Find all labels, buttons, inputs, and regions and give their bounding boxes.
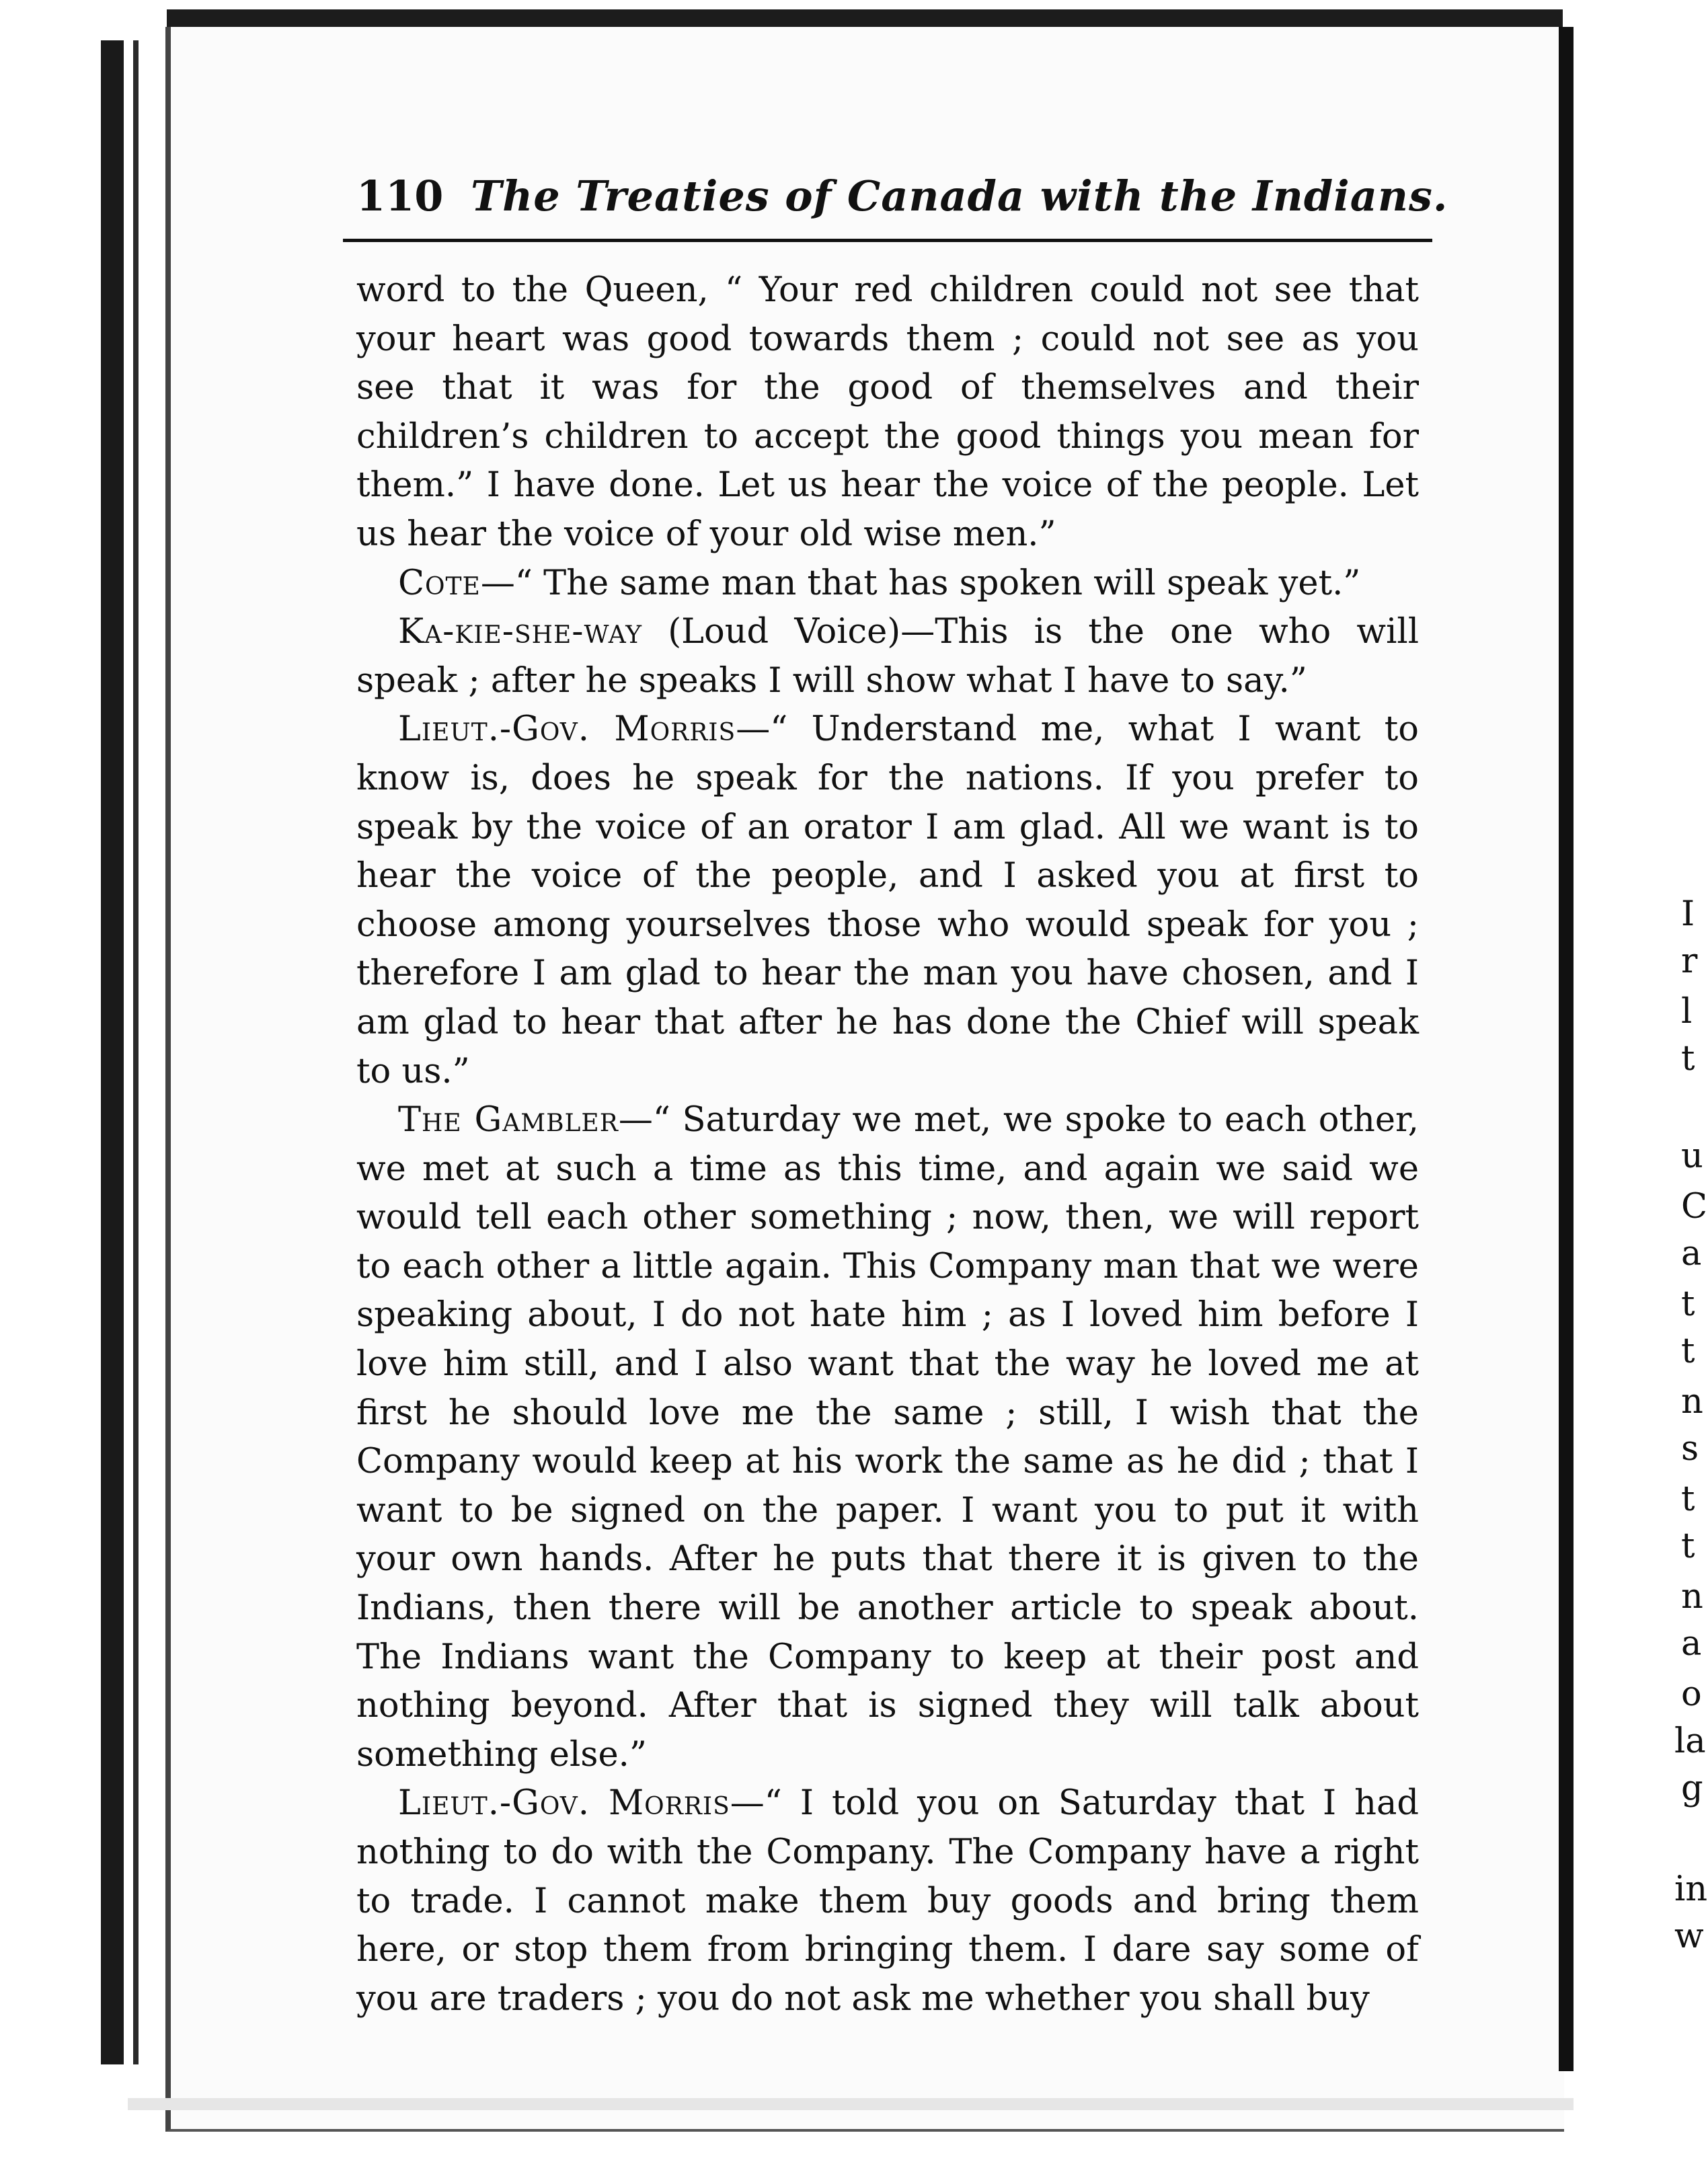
facing-page-letter: o — [1681, 1674, 1702, 1714]
paragraph-text: —“ Saturday we met, we spoke to each other, we met at such a time as this time, and again we said we would tell each other something ; now, then, we will report to each other a little again. This Company man that we were speaking about, I do not hate him ; as I loved him before I love him still, and I also want that the way he loved me at first he should love me the same ; still, I wish that the Company would keep at his work the same as he did ; that I want to be signed on the paper. I want you to put it with your own hands. After he puts that there it is given to the Indians, then there will be another article to speak about. The Indians want the Company to keep at their post and nothing beyond. After that is signed they will talk about something else.” — [356, 1100, 1420, 1775]
facing-page-letter: n — [1681, 1577, 1703, 1617]
book-spine-edge — [101, 40, 124, 2064]
running-head: The Treaties of Canada with the Indians. — [471, 171, 1448, 221]
facing-page-letter: t — [1681, 1039, 1695, 1079]
paragraph-text: —“ Understand me, what I want to know is, does he speak for the nations. If you prefer to speak by the voice of an orator I am glad. All we want is to hear the voice of the people, and I asked you at first to choose among yourselves those who would speak for you ; therefore I am glad to hear the man you have chosen, and I am glad to hear that after he has done the Chief will speak to us.” — [356, 709, 1419, 1091]
paragraph-text: word to the Queen, “ Your red children could not see that your heart was good towards them ; could not see as you see that it was for the good of themselves and their children’s children to accept the good things you mean for them.” I have done. Let us hear the voice of the people. Let us hear the voice of your old wise men.” — [356, 270, 1419, 554]
facing-page-letter: I — [1681, 894, 1695, 934]
paragraph-text: —“ I told you on Saturday that I had nothing to do with the Company. The Company have a right to trade. I cannot make them buy goods and bring them here, or stop them from bringing them. I dare say some of you are traders ; you do not ask me whether you shall buy — [356, 1783, 1419, 2019]
speaker-name: Cote — [398, 563, 481, 603]
paragraph — [356, 705, 1419, 1096]
page-bottom-edge — [128, 2098, 1574, 2110]
book-top-edge — [167, 9, 1563, 28]
book-page — [343, 151, 1448, 2023]
facing-page-letter: a — [1681, 1624, 1702, 1664]
speaker-name: Lieut.-Gov. Morris — [398, 709, 736, 750]
book-gutter — [1559, 27, 1574, 2071]
paragraph — [356, 266, 1419, 559]
facing-page-letter: t — [1681, 1331, 1695, 1371]
paragraph — [356, 608, 1419, 705]
body-text — [343, 266, 1432, 2023]
facing-page-letter: l — [1681, 992, 1693, 1032]
speaker-name: The Gambler — [398, 1100, 619, 1140]
page-number: 110 — [356, 171, 444, 221]
paragraph — [356, 1779, 1419, 2023]
speaker-name: Lieut.-Gov. Morris — [398, 1783, 730, 1824]
facing-page-letter: g — [1681, 1769, 1703, 1808]
facing-page-letter: t — [1681, 1479, 1695, 1519]
paragraph-text: —“ The same man that has spoken will speak yet.” — [480, 563, 1361, 603]
book-spine-line — [133, 40, 139, 2064]
facing-page-letter: a — [1681, 1234, 1702, 1274]
paragraph — [356, 1096, 1419, 1779]
facing-page-letter: in — [1674, 1869, 1708, 1909]
facing-page-letter: C — [1681, 1187, 1708, 1227]
facing-page-letter: t — [1681, 1526, 1695, 1566]
facing-page-letter: r — [1681, 941, 1698, 981]
speaker-name: Ka-kie-she-way — [398, 612, 643, 652]
paragraph — [356, 559, 1419, 609]
facing-page-letter: la — [1674, 1721, 1706, 1761]
facing-page-letter: n — [1681, 1382, 1703, 1422]
page-header — [343, 151, 1448, 242]
facing-page-letter: u — [1681, 1136, 1703, 1176]
facing-page-letter: w — [1674, 1917, 1704, 1956]
paragraph-text: (Loud Voice)—This is the one who will speak ; after he speaks I will show what I have to say.” — [356, 612, 1419, 701]
facing-page-letter: s — [1681, 1429, 1699, 1469]
facing-page-letter: t — [1681, 1284, 1695, 1324]
